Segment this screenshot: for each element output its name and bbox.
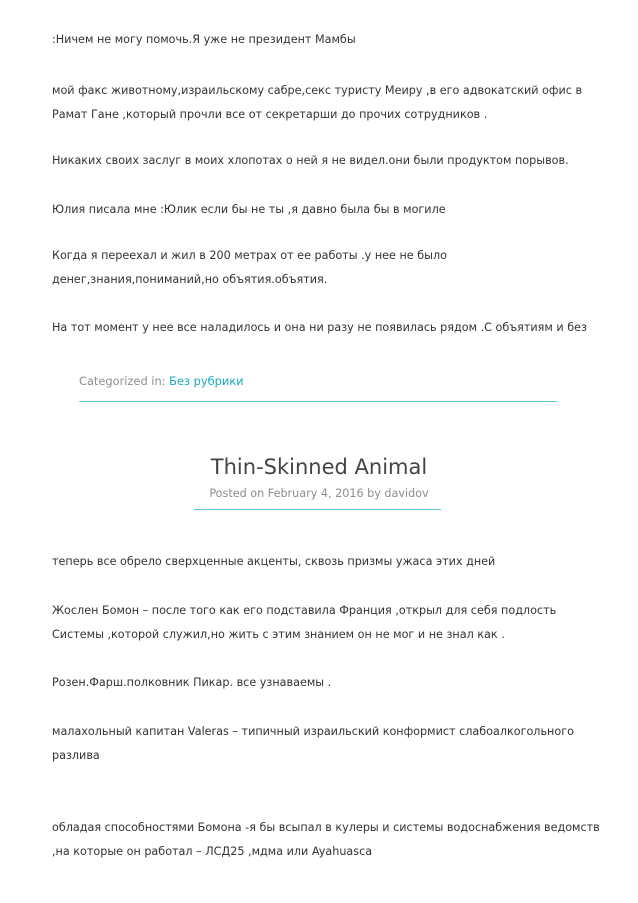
text-line: теперь все обрело сверхценные акценты, сквозь призмы ужаса этих дней: [52, 555, 496, 568]
post-meta: Posted on February 4, 2016 by davidov: [209, 487, 429, 500]
paragraph: [52, 198, 592, 222]
text-line: :Ничем не могу помочь.Я уже не президент Мамбы: [52, 33, 356, 46]
text-line: малахольный капитан Valeras – типичный израильский конформист слабоалкогольного: [52, 725, 574, 738]
text-line: Никаких своих заслуг в моих хлопотах о ней я не видел.они были продуктом порывов.: [52, 154, 569, 167]
post-title[interactable]: Thin-Skinned Animal: [210, 455, 428, 479]
paragraph: [52, 244, 592, 292]
category-label: Categorized in:: [79, 374, 166, 388]
text-line: На тот момент у нее все наладилось и она ни разу не появилась рядом .С объятиям и без: [52, 321, 587, 334]
divider: [194, 509, 441, 510]
category-link[interactable]: Без рубрики: [169, 374, 244, 388]
text-line: Системы ,которой служил,но жить с этим знанием он не мог и не знал как .: [52, 628, 505, 641]
post-category: [79, 372, 244, 390]
divider: [79, 401, 557, 402]
paragraph: [52, 816, 600, 864]
paragraph: [52, 79, 592, 127]
paragraph: [52, 316, 592, 340]
text-line: Рамат Гане ,который прочли все от секретарши до прочих сотрудников .: [52, 108, 488, 121]
text-line: Юлия писала мне :Юлик если бы не ты ,я давно была бы в могиле: [52, 203, 446, 216]
text-line: Жослен Бомон – после того как его подставила Франция ,открыл для себя подлость: [52, 604, 557, 617]
paragraph: [52, 720, 592, 768]
text-line: Розен.Фарш.полковник Пикар. все узнаваемы .: [52, 676, 332, 689]
text-line: обладая способностями Бомона -я бы всыпал в кулеры и системы водоснабжения ведомств: [52, 821, 600, 834]
text-line: денег,знания,пониманий,но объятия.объятия.: [52, 273, 328, 286]
text-line: мой факс животному,израильскому сабре,секс туристу Меиру ,в его адвокатский офис в: [52, 84, 583, 97]
paragraph: [52, 550, 592, 574]
paragraph: [52, 149, 592, 173]
paragraph: [52, 671, 592, 695]
text-line: разлива: [52, 749, 100, 762]
text-line: ,на которые он работал – ЛСД25 ,мдма или Ayahuasca: [52, 845, 373, 858]
paragraph: [52, 28, 592, 52]
text-line: Когда я переехал и жил в 200 метрах от ее работы .у нее не было: [52, 249, 447, 262]
paragraph: [52, 599, 592, 647]
